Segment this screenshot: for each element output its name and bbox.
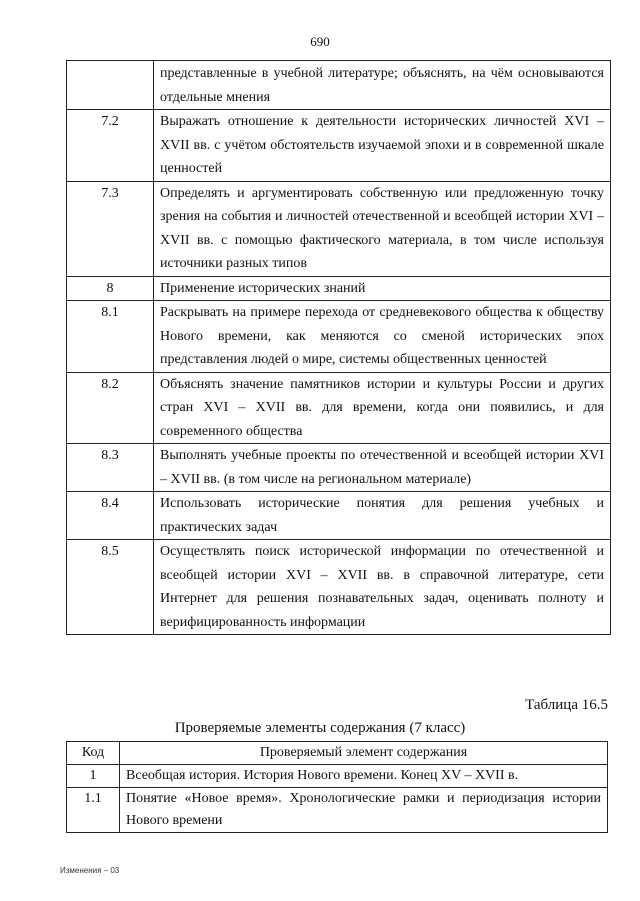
row-text: Раскрывать на примере перехода от средневекового общества к обществу Нового времени, как меняются со сменой исторических эпох представления людей о мире, системы общественных ценностей — [154, 301, 611, 373]
table-row — [67, 540, 611, 635]
table-row — [67, 301, 611, 373]
row-code: 8 — [67, 276, 154, 301]
row-text: Понятие «Новое время». Хронологические рамки и периодизация истории Нового времени — [120, 788, 608, 833]
row-code: 8.1 — [67, 301, 154, 373]
row-code: 8.4 — [67, 492, 154, 540]
skills-table-continued — [66, 60, 611, 635]
table-row — [67, 181, 611, 276]
table-row — [67, 61, 611, 110]
table-row — [67, 765, 608, 788]
content-elements-table — [66, 741, 608, 833]
page-number: 690 — [310, 34, 330, 49]
row-code: 7.3 — [67, 181, 154, 276]
table-row — [67, 110, 611, 182]
row-text: Применение исторических знаний — [154, 276, 611, 301]
table-header-row — [67, 742, 608, 765]
table-caption: Таблица 16.5 — [525, 697, 608, 713]
header-code: Код — [67, 742, 120, 765]
row-code: 8.5 — [67, 540, 154, 635]
row-code: 8.3 — [67, 444, 154, 492]
row-text: Объяснять значение памятников истории и культуры России и других стран XVI – XVII вв. для времени, когда они появились, и для современного общества — [154, 372, 611, 444]
row-text: Использовать исторические понятия для решения учебных и практических задач — [154, 492, 611, 540]
table-row — [67, 492, 611, 540]
row-text: Выражать отношение к деятельности исторических личностей XVI – XVII вв. с учётом обстоятельств изучаемой эпохи и в современной шкале ценностей — [154, 110, 611, 182]
row-text: Всеобщая история. История Нового времени. Конец XV – XVII в. — [120, 765, 608, 788]
table-title: Проверяемые элементы содержания (7 класс) — [174, 720, 466, 736]
table-row — [67, 372, 611, 444]
table-row — [67, 276, 611, 301]
table-row — [67, 444, 611, 492]
row-code: 1 — [67, 765, 120, 788]
row-text: Определять и аргументировать собственную или предложенную точку зрения на события и личностей отечественной и всеобщей истории XVI – XVII вв. с помощью фактического материала, в том числе используя источники разных типов — [154, 181, 611, 276]
table-row — [67, 788, 608, 833]
header-element: Проверяемый элемент содержания — [120, 742, 608, 765]
row-code: 1.1 — [67, 788, 120, 833]
row-code: 8.2 — [67, 372, 154, 444]
row-text: Осуществлять поиск исторической информации по отечественной и всеобщей истории XVI – XVII вв. в справочной литературе, сети Интернет для решения познавательных задач, оценивать полноту и верифицированность информации — [154, 540, 611, 635]
row-code: 7.2 — [67, 110, 154, 182]
revision-footer: Изменения – 03 — [60, 866, 120, 875]
row-text: Выполнять учебные проекты по отечественной и всеобщей истории XVI – XVII вв. (в том числе на региональном материале) — [154, 444, 611, 492]
row-text: представленные в учебной литературе; объяснять, на чём основываются отдельные мнения — [154, 61, 611, 110]
row-code — [67, 61, 154, 110]
